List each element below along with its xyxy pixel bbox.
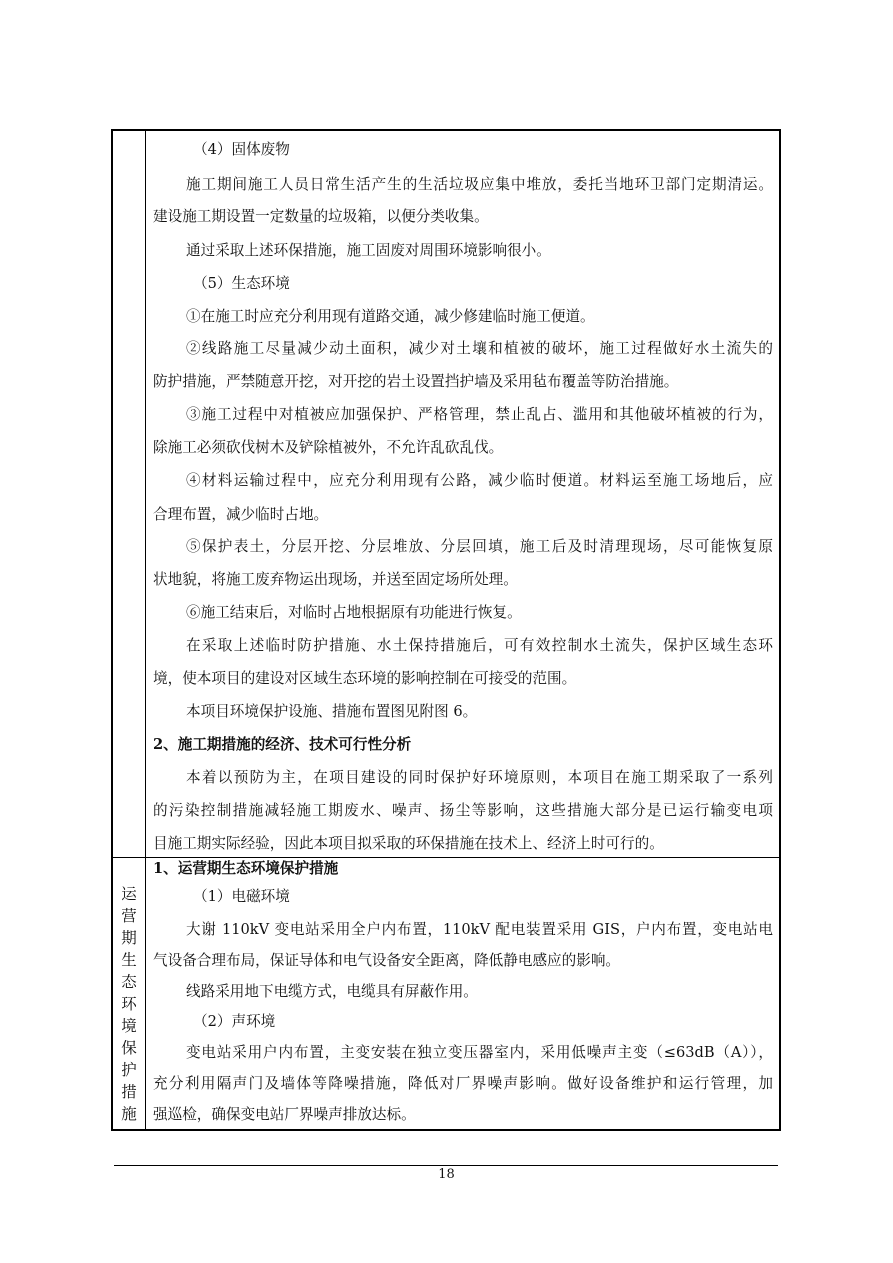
subheading-ecology: （5）生态环境 (193, 275, 290, 292)
paragraph-line: 充分利用隔声门及墙体等降噪措施，降低对厂界噪声影响。做好设备维护和运行管理，加 (153, 1075, 773, 1092)
paragraph-line: 本着以预防为主，在项目建设的同时保护好环境原则，本项目在施工期采取了一系列 (186, 769, 773, 786)
paragraph-line: ①在施工时应充分利用现有道路交通，减少修建临时施工便道。 (186, 308, 595, 325)
paragraph-line: 通过采取上述环保措施，施工固废对周围环境影响很小。 (186, 242, 551, 259)
paragraph-line: 线路采用地下电缆方式，电缆具有屏蔽作用。 (186, 983, 478, 1000)
side-label-char: 运 (121, 885, 137, 903)
paragraph-line: 目施工期实际经验，因此本项目拟采取的环保措施在技术上、经济上时可行的。 (153, 835, 664, 852)
paragraph-line: 除施工必须砍伐树木及铲除植被外，不允许乱砍乱伐。 (153, 439, 504, 456)
column-divider (145, 131, 146, 1129)
heading-operation-measures: 1、运营期生态环境保护措施 (153, 860, 339, 877)
paragraph-line: 防护措施，严禁随意开挖，对开挖的岩土设置挡护墙及采用毡布覆盖等防治措施。 (153, 373, 679, 390)
operation-period-label (113, 883, 145, 1125)
measures-table (111, 129, 781, 1131)
row-divider (113, 857, 779, 858)
paragraph-line: 在采取上述临时防护措施、水土保持措施后，可有效控制水土流失，保护区域生态环 (186, 637, 773, 654)
paragraph-line: ⑥施工结束后，对临时占地根据原有功能进行恢复。 (186, 604, 522, 621)
side-label-char: 营 (121, 907, 137, 925)
subheading-solid-waste: （4）固体废物 (193, 141, 290, 158)
paragraph-line: 本项目环境保护设施、措施布置图见附图 6。 (186, 703, 478, 720)
side-label-char: 保 (121, 1039, 137, 1057)
paragraph-line: 变电站采用户内布置，主变安装在独立变压器室内，采用低噪声主变（≤63dB（A））， (186, 1044, 773, 1061)
side-label-char: 生 (121, 951, 137, 969)
side-label-char: 境 (121, 1017, 137, 1035)
side-label-char: 态 (121, 973, 137, 991)
paragraph-line: 大谢 110kV 变电站采用全户内布置，110kV 配电装置采用 GIS，户内布置，变电站电 (186, 921, 773, 938)
paragraph-line: 建设施工期设置一定数量的垃圾箱，以便分类收集。 (153, 208, 489, 225)
paragraph-line: 状地貌，将施工废弃物运出现场，并送至固定场所处理。 (153, 571, 518, 588)
paragraph-line: 境，使本项目的建设对区域生态环境的影响控制在可接受的范围。 (153, 670, 577, 687)
paragraph-line: ②线路施工尽量减少动土面积，减少对土壤和植被的破坏，施工过程做好水土流失的 (186, 340, 773, 357)
side-label-char: 措 (121, 1083, 137, 1101)
subheading-acoustic: （2）声环境 (193, 1013, 276, 1030)
paragraph-line: 强巡检，确保变电站厂界噪声排放达标。 (153, 1106, 416, 1123)
side-label-char: 环 (121, 995, 137, 1013)
subheading-electromagnetic: （1）电磁环境 (193, 888, 290, 905)
page-number: 18 (438, 1167, 455, 1182)
side-label-char: 护 (121, 1061, 137, 1079)
paragraph-line: ④材料运输过程中，应充分利用现有公路，减少临时便道。材料运至施工场地后，应 (186, 472, 773, 489)
paragraph-line: ⑤保护表土，分层开挖、分层堆放、分层回填，施工后及时清理现场，尽可能恢复原 (186, 538, 773, 555)
heading-feasibility: 2、施工期措施的经济、技术可行性分析 (153, 736, 412, 753)
paragraph-line: 合理布置，减少临时占地。 (153, 506, 329, 523)
paragraph-line: ③施工过程中对植被应加强保护、严格管理，禁止乱占、滥用和其他破坏植被的行为， (186, 406, 773, 423)
paragraph-line: 的污染控制措施减轻施工期废水、噪声、扬尘等影响，这些措施大部分是已运行输变电项 (153, 802, 773, 819)
side-label-char: 期 (121, 929, 137, 947)
paragraph-line: 施工期间施工人员日常生活产生的生活垃圾应集中堆放，委托当地环卫部门定期清运。 (186, 176, 773, 193)
side-label-char: 施 (121, 1105, 137, 1123)
paragraph-line: 气设备合理布局，保证导体和电气设备安全距离，降低静电感应的影响。 (153, 952, 621, 969)
